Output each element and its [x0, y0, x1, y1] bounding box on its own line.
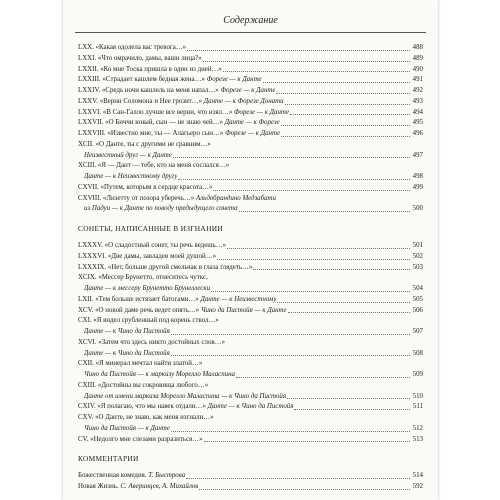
- toc-entry: [78, 327, 423, 338]
- dot-leader: [277, 302, 410, 303]
- dot-leader: [171, 334, 410, 335]
- toc-entry-title: Данте — к Неизвестному другу: [84, 173, 178, 180]
- toc-entry: [78, 161, 423, 172]
- dot-leader: [288, 312, 410, 313]
- toc-entry: [78, 316, 423, 327]
- toc-entry-title: CXV. «О Данте, не знаю, как меня изгнали…»: [78, 414, 214, 421]
- toc-entry-title: LXX. «Какая одолела вас тревога…»: [78, 44, 187, 51]
- toc-entry-page: 491: [412, 76, 423, 84]
- toc-entry: [78, 151, 423, 162]
- toc-entry-page: 494: [412, 108, 423, 116]
- toc-entry: [78, 435, 423, 446]
- toc-entry-page: 495: [412, 119, 423, 127]
- toc-entry-title: XCIII. «Я — Дант — тебе, кто на меня сослался…»: [78, 162, 230, 170]
- toc-group-exile-sonnets: [78, 241, 423, 445]
- toc-entry: [78, 381, 423, 392]
- toc-entry-title: LXXII. «Ко мне Тоска пришла в один из дней…»: [78, 65, 222, 73]
- toc-entry: [78, 252, 423, 263]
- toc-entry: [78, 413, 423, 424]
- toc-entry: [78, 402, 423, 413]
- toc-entry: [78, 338, 423, 349]
- toc-entry-title: LXXI. «Что омрачило, дамы, ваши лица?»: [78, 54, 202, 62]
- toc-entry-title: CV. «Недолго мне слезами разразиться…»: [78, 435, 203, 443]
- toc-entry-title: XCII. «О Данте, ты с другими не сравним…»: [78, 140, 211, 148]
- toc-entry: [78, 424, 423, 435]
- toc-entry-title: LXXXV. «О сладостный сонет, ты речь ведешь…»: [78, 242, 227, 249]
- toc-entry: [78, 194, 423, 205]
- dot-leader: [281, 125, 410, 126]
- toc-entry: [78, 359, 423, 370]
- toc-entry: [78, 65, 423, 76]
- toc-entry: [78, 97, 423, 108]
- toc-group-commentaries: [78, 471, 423, 493]
- dot-leader: [253, 269, 410, 270]
- toc-entry-page: 498: [412, 173, 423, 180]
- toc-entry-title: XCVI. «Затем что здесь никто достойных слов…»: [78, 338, 226, 346]
- dot-leader: [281, 136, 410, 137]
- dot-leader: [263, 82, 410, 83]
- toc-entry-title: LXXVI. «В Сан-Галло лучше все верни, что изял…» Форезе — к Данте: [78, 108, 289, 116]
- page-header: [75, 10, 426, 33]
- toc-entry-page: 496: [412, 130, 423, 137]
- toc-entry: [78, 54, 423, 65]
- dot-leader: [294, 409, 410, 410]
- dot-leader: [227, 248, 410, 249]
- dot-leader: [171, 355, 410, 356]
- dot-leader: [178, 179, 410, 180]
- toc-entry: [78, 86, 423, 97]
- toc-group-love-sonnets: [78, 43, 423, 215]
- toc-entry-title: XCIX. «Мессер Брунетто, отнеситесь чуткс,: [78, 274, 208, 282]
- toc-entry-page: 512: [412, 424, 423, 432]
- toc-entry-page: 493: [412, 97, 423, 105]
- toc-entry-page: 509: [412, 371, 423, 378]
- toc-entry: [78, 306, 423, 317]
- toc-entry-title: CXVII. «Путем, которым в сердце красота…»: [78, 183, 213, 191]
- dot-leader: [203, 61, 410, 62]
- toc-entry: [78, 273, 423, 284]
- toc-entry-page: 592: [412, 483, 423, 490]
- dot-leader: [199, 489, 410, 490]
- toc-entry: [78, 370, 423, 381]
- toc-entry: [78, 241, 423, 252]
- toc-entry-title: Неизвестный друг — к Данте: [84, 151, 172, 159]
- toc-entry: [78, 392, 423, 403]
- dot-leader: [236, 377, 410, 378]
- toc-entry-title: Данте от имени маркиза Морелло Маласпина — к Чино да Пистойя: [84, 392, 287, 400]
- toc-entry-page: 505: [412, 295, 423, 303]
- dot-leader: [285, 104, 410, 105]
- toc-entry-page: 488: [412, 44, 423, 51]
- dot-leader: [187, 50, 410, 51]
- toc-entry-page: 507: [412, 328, 423, 335]
- toc-entry-page: 499: [412, 183, 423, 191]
- section-heading-exile-sonnets: СОНЕТЫ, НАПИСАННЫЕ В ИЗГНАНИИ: [78, 224, 223, 233]
- toc-entry: [78, 349, 423, 360]
- toc-entry-title: LXXV. «Верни Соломона и Нее грозит…» Данте — к Форезе Донати: [78, 97, 284, 105]
- toc-entry-title: Данте — к мессеру Брунетто Брунеллески: [84, 285, 211, 292]
- toc-entry-page: 508: [412, 349, 423, 357]
- toc-entry-title: Новая Жизнь. С. Аверинцев, А. Михайлов: [78, 483, 199, 490]
- dot-leader: [217, 259, 410, 260]
- toc-entry-title: LXXVIII. «Известно мне, ты — Алагьеро сын…» Форезе — к Данте: [78, 130, 281, 137]
- toc-entry-page: 504: [412, 285, 423, 292]
- toc-entry: [78, 75, 423, 86]
- toc-entry-page: 506: [412, 306, 423, 314]
- toc-entry-page: 501: [412, 242, 423, 249]
- dot-leader: [171, 431, 410, 432]
- toc-entry-page: 513: [412, 435, 423, 443]
- toc-entry-title: LXII. «Тем больше истязает батогами…» Данте — к Неизвестному: [78, 295, 277, 303]
- toc-entry-title: Данте — к Чино да Пистойя: [84, 349, 170, 357]
- toc-entry-page: 492: [412, 87, 423, 94]
- toc-entry-page: 511: [412, 403, 423, 411]
- dot-leader: [290, 114, 410, 115]
- toc-entry-page: 490: [412, 65, 423, 73]
- toc-entry-page: 503: [412, 263, 423, 271]
- toc-entry-title: Божественная комедия. Т. Быстрова: [78, 472, 186, 480]
- dot-leader: [287, 398, 410, 399]
- toc-entry-title: CXI. «Я видел срубленный под корень ствол…»: [78, 317, 219, 325]
- toc-entry-page: 497: [412, 151, 423, 159]
- page-title: Содержание: [223, 15, 278, 26]
- toc-entry-title: из Падуи — к Данте по поводу предыдущего сонета: [84, 205, 238, 213]
- toc-entry: [78, 129, 423, 140]
- toc-entry-title: XCV. «О новой даме речь ведет опять…» Чино да Пистойя — к Данте: [78, 306, 287, 314]
- toc-entry-title: Чино да Пистойя — к маркизу Морелло Маласпина: [84, 371, 235, 378]
- dot-leader: [211, 291, 410, 292]
- toc-entry-title: Чино да Пистойя — к Данте: [84, 424, 170, 432]
- dot-leader: [276, 93, 410, 94]
- toc-entry-title: Данте — к Чино да Пистойя: [84, 328, 170, 335]
- toc-entry-title: CXVIII. «Лизетту от позора уберечь…» Альдобрандино Медзабати: [78, 194, 276, 202]
- toc-entry: [78, 295, 423, 306]
- toc-entry: [78, 204, 423, 215]
- table-of-contents: [78, 43, 423, 493]
- toc-entry-title: LXXXVI. «Две дамы, завладев моей душой…»: [78, 252, 217, 260]
- dot-leader: [204, 441, 410, 442]
- dot-leader: [239, 211, 410, 212]
- toc-entry-page: 510: [412, 392, 423, 400]
- toc-entry-page: 489: [412, 54, 423, 62]
- toc-entry-title: LXXXIX. «Нет, больше другой смельчак в глаза глядеть…»: [78, 263, 253, 271]
- toc-entry-title: LXXVII. «О Биччи юный, сын — не знаю чей…» Данте — к Форезе: [78, 119, 280, 127]
- toc-entry-title: CXIV. «Я полагаю, что мы навек отдали…» Данте — к Чино да Пистойя: [78, 403, 294, 411]
- toc-entry: [78, 140, 423, 151]
- toc-entry: [78, 172, 423, 183]
- dot-leader: [223, 71, 410, 72]
- toc-entry: [78, 118, 423, 129]
- section-heading-commentaries: КОММЕНТАРИИ: [78, 454, 139, 464]
- dot-leader: [213, 190, 410, 191]
- toc-entry: [78, 108, 423, 119]
- toc-entry-title: LXXIV. «Средь ночи кашлель на меня напал…» Форезе — к Данте: [78, 87, 276, 94]
- toc-entry: [78, 263, 423, 274]
- toc-entry: [78, 471, 423, 482]
- toc-entry-title: CXIII. «Достойны вы сокровища любого…»: [78, 381, 209, 389]
- book-page: [63, 0, 438, 500]
- toc-entry: [78, 284, 423, 295]
- toc-entry-title: CXII. «Я минерал мечтал найти златой…»: [78, 360, 203, 368]
- toc-entry: [78, 43, 423, 54]
- toc-entry-page: 502: [412, 252, 423, 260]
- toc-entry: [78, 183, 423, 194]
- toc-entry-title: LXXIII. «Страдает кашлем бедная жена…» Форезе — к Данте: [78, 76, 262, 84]
- toc-entry: [78, 482, 423, 493]
- dot-leader: [173, 157, 410, 158]
- toc-entry-page: 500: [412, 205, 423, 213]
- dot-leader: [186, 478, 410, 479]
- toc-entry-page: 514: [412, 472, 423, 480]
